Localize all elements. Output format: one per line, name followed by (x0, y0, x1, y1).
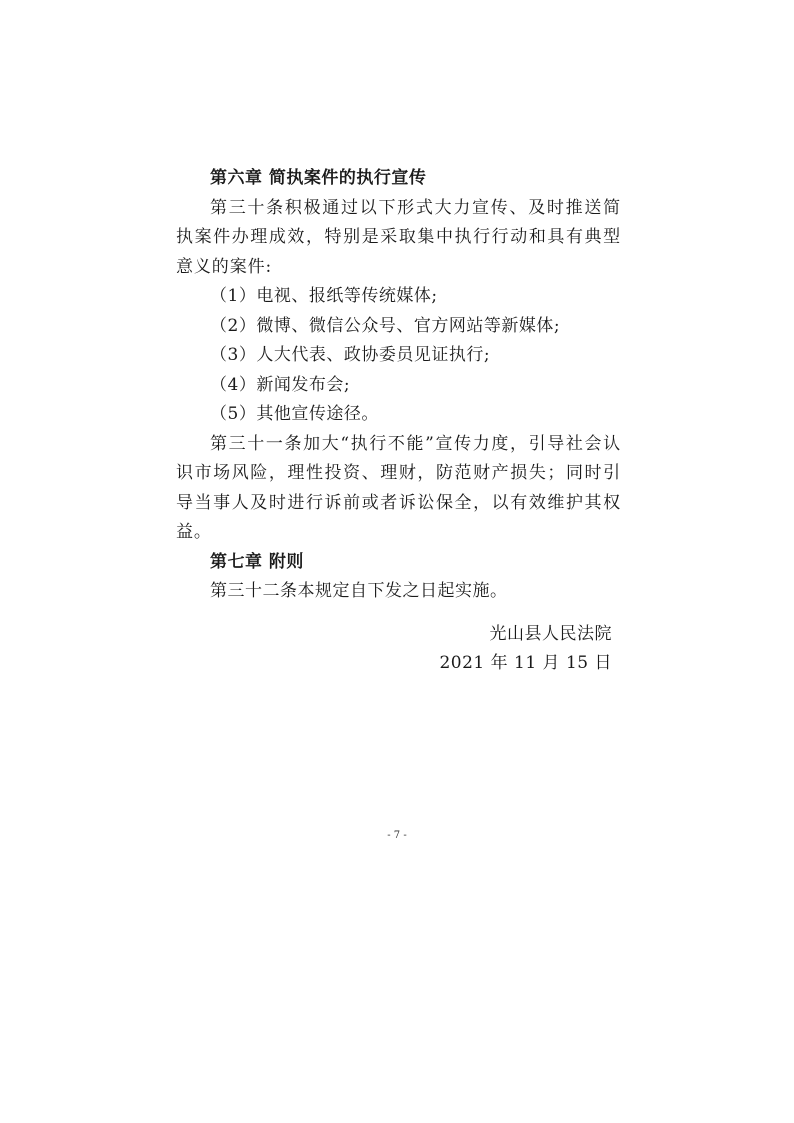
list-item-2: （2）微博、微信公众号、官方网站等新媒体; (210, 315, 561, 336)
page-number: - 7 - (387, 830, 407, 841)
document-body (176, 164, 621, 607)
list-item-5: （5）其他宣传途径。 (210, 404, 379, 424)
article-31: 第三十一条加大“执行不能”宣传力度，引导社会认识市场风险，理性投资、理财，防范财产损失；同时引导当事人及时进行诉前或者诉讼保全，以有效维护其权益。 (176, 433, 621, 542)
signature-organization: 光山县人民法院 (489, 624, 612, 644)
chapter-7-heading: 第七章 附则 (210, 551, 304, 572)
article-32: 第三十二条本规定自下发之日起实施。 (210, 581, 508, 601)
list-item-4: （4）新闻发布会; (210, 374, 351, 395)
signature-date: 2021 年 11 月 15 日 (439, 653, 612, 673)
chapter-6-heading: 第六章 简执案件的执行宣传 (210, 168, 427, 188)
article-30: 第三十条积极通过以下形式大力宣传、及时推送简执案件办理成效，特别是采取集中执行行动和具有典型意义的案件: (176, 197, 621, 277)
list-item-3: （3）人大代表、政协委员见证执行; (210, 345, 491, 365)
list-item-1: （1）电视、报纸等传统媒体; (210, 286, 438, 306)
